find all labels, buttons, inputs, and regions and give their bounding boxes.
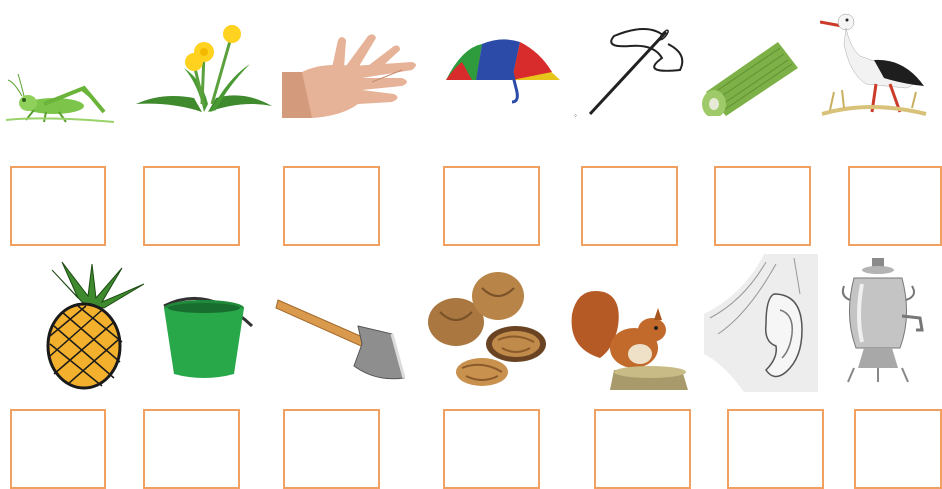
spool-of-thread-icon [694, 32, 806, 116]
answer-box[interactable] [727, 409, 824, 489]
samovar-icon [840, 256, 932, 384]
ear-icon [704, 254, 818, 392]
svg-text:◦: ◦ [574, 111, 577, 120]
answer-box[interactable] [10, 166, 106, 246]
answer-box[interactable] [10, 409, 106, 489]
answer-box[interactable] [443, 166, 540, 246]
answer-box[interactable] [854, 409, 942, 489]
answer-box[interactable] [283, 166, 380, 246]
umbrella-icon [442, 28, 564, 108]
dandelion-icon [132, 24, 274, 118]
stork-icon [820, 4, 928, 120]
answer-box[interactable] [714, 166, 811, 246]
answer-box[interactable] [848, 166, 942, 246]
answer-box[interactable] [581, 166, 678, 246]
needle-and-thread-icon [570, 24, 690, 120]
hand-icon [282, 32, 422, 118]
pineapple-icon [22, 260, 152, 390]
walnuts-icon [424, 268, 550, 390]
grasshopper-icon [4, 72, 122, 128]
answer-box[interactable] [283, 409, 380, 489]
answer-box[interactable] [443, 409, 540, 489]
answer-box[interactable] [143, 166, 240, 246]
squirrel-icon [564, 278, 696, 390]
answer-box[interactable] [143, 409, 240, 489]
answer-box[interactable] [594, 409, 691, 489]
bucket-icon [160, 296, 256, 382]
axe-icon [274, 292, 408, 384]
